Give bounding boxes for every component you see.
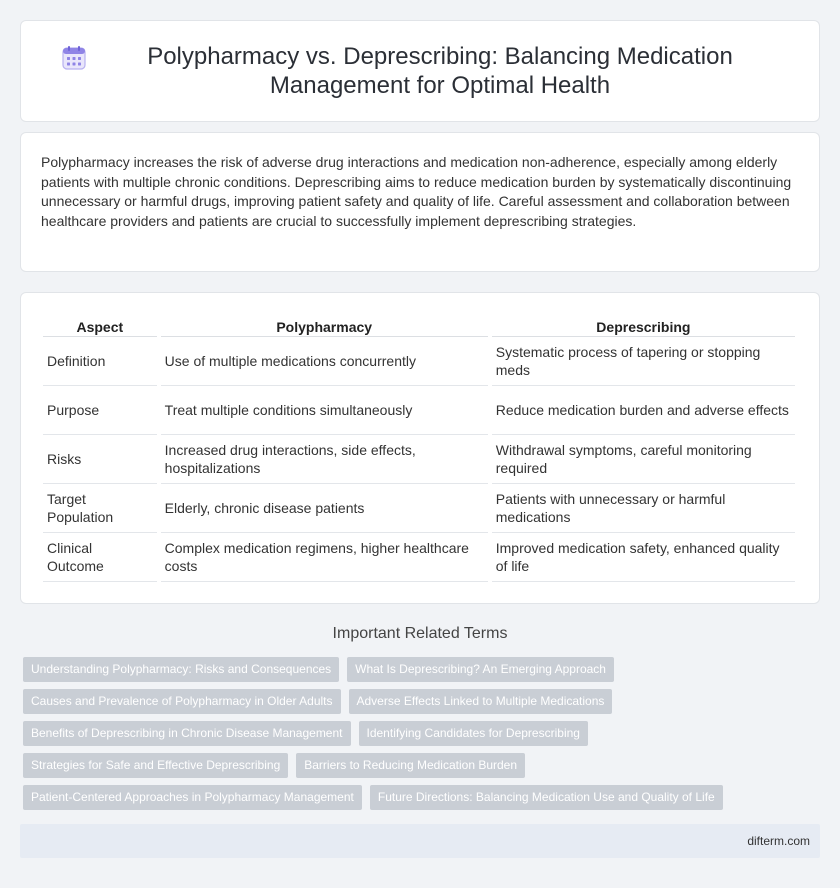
- table-row: [43, 533, 795, 582]
- header-polypharmacy: Polypharmacy: [161, 311, 488, 337]
- related-term-tag[interactable]: Benefits of Deprescribing in Chronic Disease Management: [23, 721, 351, 746]
- related-term-tag[interactable]: Barriers to Reducing Medication Burden: [296, 753, 525, 778]
- cell-polypharmacy: Elderly, chronic disease patients: [161, 484, 488, 533]
- cell-polypharmacy: Increased drug interactions, side effects, hospitalizations: [161, 435, 488, 484]
- table-row: [43, 484, 795, 533]
- cell-deprescribing: Reduce medication burden and adverse effects: [492, 386, 795, 435]
- comparison-card: [20, 292, 820, 604]
- related-term-tag[interactable]: Strategies for Safe and Effective Deprescribing: [23, 753, 288, 778]
- cell-polypharmacy: Treat multiple conditions simultaneously: [161, 386, 488, 435]
- related-term-tag[interactable]: Patient-Centered Approaches in Polypharmacy Management: [23, 785, 362, 810]
- related-term-tag[interactable]: Identifying Candidates for Deprescribing: [359, 721, 588, 746]
- calendar-icon: [61, 45, 87, 71]
- table-row: [43, 435, 795, 484]
- cell-aspect: Definition: [43, 337, 157, 386]
- related-term-tag[interactable]: Causes and Prevalence of Polypharmacy in Older Adults: [23, 689, 341, 714]
- tag-row: [23, 689, 823, 715]
- table-header-row: [43, 311, 795, 337]
- cell-aspect: Risks: [43, 435, 157, 484]
- related-term-tag[interactable]: Understanding Polypharmacy: Risks and Consequences: [23, 657, 339, 682]
- footer-site-link[interactable]: difterm.com: [747, 834, 810, 848]
- intro-card: [20, 132, 820, 272]
- related-term-tag[interactable]: What Is Deprescribing? An Emerging Approach: [347, 657, 614, 682]
- related-term-tag[interactable]: Future Directions: Balancing Medication Use and Quality of Life: [370, 785, 723, 810]
- tag-row: [23, 657, 823, 683]
- intro-paragraph: Polypharmacy increases the risk of adverse drug interactions and medication non-adherence, especially among elderly patients with multiple chronic conditions. Deprescribing aims to reduce medication burden by systematically discontinuing unnecessary or harmful drugs, improving patient safety and quality of life. Careful assessment and collaboration between healthcare providers and patients are crucial to successfully implement deprescribing strategies.: [41, 154, 792, 229]
- table-row: [43, 337, 795, 386]
- cell-deprescribing: Improved medication safety, enhanced quality of life: [492, 533, 795, 582]
- comparison-table: [39, 311, 799, 582]
- cell-deprescribing: Patients with unnecessary or harmful medications: [492, 484, 795, 533]
- page-title: Polypharmacy vs. Deprescribing: Balancing Medication Management for Optimal Health: [147, 43, 733, 99]
- cell-deprescribing: Withdrawal symptoms, careful monitoring required: [492, 435, 795, 484]
- tag-row: [23, 753, 823, 779]
- related-terms-title: Important Related Terms: [332, 625, 508, 642]
- cell-aspect: Target Population: [43, 484, 157, 533]
- tag-row: [23, 721, 823, 747]
- header-card: [20, 20, 820, 122]
- cell-deprescribing: Systematic process of tapering or stopping meds: [492, 337, 795, 386]
- cell-aspect: Purpose: [43, 386, 157, 435]
- header-aspect: Aspect: [43, 311, 157, 337]
- cell-polypharmacy: Complex medication regimens, higher healthcare costs: [161, 533, 488, 582]
- header-deprescribing: Deprescribing: [492, 311, 795, 337]
- table-row: [43, 386, 795, 435]
- related-term-tag[interactable]: Adverse Effects Linked to Multiple Medications: [349, 689, 613, 714]
- cell-aspect: Clinical Outcome: [43, 533, 157, 582]
- cell-polypharmacy: Use of multiple medications concurrently: [161, 337, 488, 386]
- related-terms-list: [23, 657, 823, 817]
- footer: [20, 824, 820, 858]
- tag-row: [23, 785, 823, 811]
